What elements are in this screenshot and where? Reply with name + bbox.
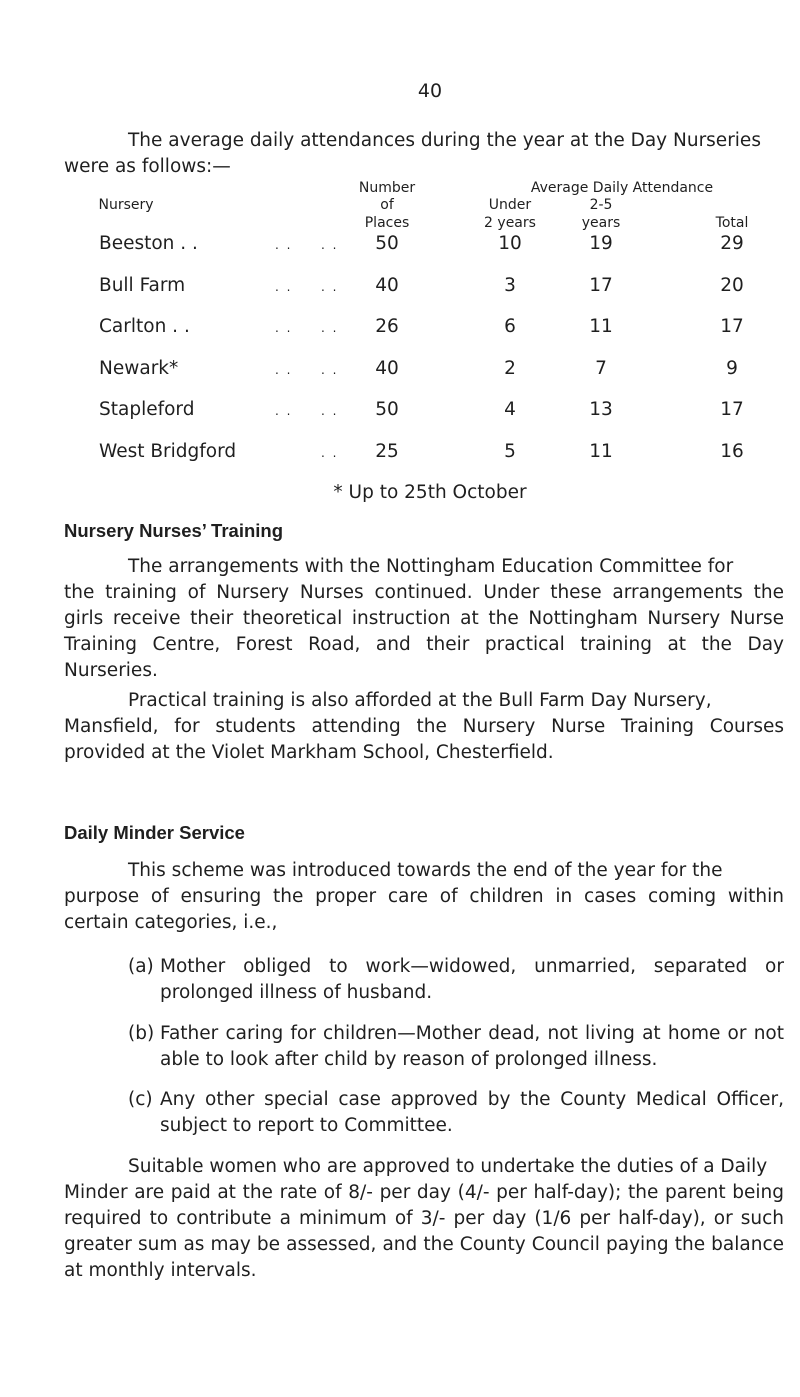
intro-paragraph [64, 128, 784, 180]
list-item [128, 954, 784, 1006]
header-years: years [581, 215, 621, 231]
row-places: 50 [375, 233, 399, 254]
leader-dots: . . [275, 238, 293, 252]
row-nursery-name: West Bridgford [99, 441, 237, 462]
paragraph-first-line: Practical training is also afforded at the Bull Farm Day Nursery, [128, 690, 712, 711]
list-item-label: (c) [128, 1089, 153, 1110]
paragraph-body: the training of Nursery Nurses continued. Under these arrangements the girls receive their theoretical instruction at the Nottingham Nursery Nurse Training Centre, Forest Road, and their practical training at the Day Nurseries. [64, 582, 784, 681]
row-2-5: 17 [589, 275, 613, 296]
intro-line-2: were as follows:— [64, 156, 231, 177]
list-item-text: Mother obliged to work—widowed, unmarried, separated or prolonged illness of husband. [160, 956, 784, 1003]
header-2-5: 2-5 [589, 197, 613, 213]
list-item [128, 1021, 784, 1073]
header-of: of [380, 197, 394, 213]
paragraph-first-line: The arrangements with the Nottingham Education Committee for [128, 556, 734, 577]
table-footnote: * Up to 25th October [333, 482, 527, 503]
header-places: Places [364, 215, 410, 231]
table-row [0, 233, 800, 263]
list-item [128, 1087, 784, 1139]
row-nursery-name: Stapleford [99, 399, 195, 420]
header-number: Number [358, 180, 416, 196]
leader-dots: . . [321, 404, 339, 418]
leader-dots: . . [275, 321, 293, 335]
header-under: Under [488, 197, 532, 213]
paragraph-first-line: Suitable women who are approved to undertake the duties of a Daily [128, 1156, 768, 1177]
row-2-5: 7 [595, 358, 607, 379]
row-nursery-name: Carlton . . [99, 316, 190, 337]
section-heading-nursery-training: Nursery Nurses’ Training [64, 520, 284, 541]
paragraph-body: purpose of ensuring the proper care of children in cases coming within certain categories, i.e., [64, 886, 784, 933]
leader-dots: . . [321, 363, 339, 377]
row-total: 29 [720, 233, 744, 254]
list-item-label: (b) [128, 1023, 155, 1044]
row-total: 9 [726, 358, 738, 379]
table-row [0, 441, 800, 471]
leader-dots: . . [321, 446, 339, 460]
row-total: 17 [720, 316, 744, 337]
leader-dots: . . [321, 321, 339, 335]
table-row [0, 399, 800, 429]
leader-dots: . . [275, 404, 293, 418]
row-nursery-name: Bull Farm [99, 275, 186, 296]
row-2-5: 11 [589, 316, 613, 337]
header-nursery: Nursery [98, 197, 154, 213]
row-places: 25 [375, 441, 399, 462]
table-row [0, 358, 800, 388]
leader-dots: . . [275, 363, 293, 377]
row-2-5: 11 [589, 441, 613, 462]
page-number: 40 [417, 80, 443, 102]
row-total: 16 [720, 441, 744, 462]
daily-minder-paragraph-1 [64, 858, 784, 936]
row-under-2: 3 [504, 275, 516, 296]
row-under-2: 5 [504, 441, 516, 462]
row-places: 40 [375, 358, 399, 379]
header-2-years: 2 years [484, 215, 536, 231]
nursery-training-paragraph-1 [64, 554, 784, 684]
row-nursery-name: Newark* [99, 358, 179, 379]
list-item-text: Father caring for children—Mother dead, not living at home or not able to look after child by reason of prolonged illness. [160, 1023, 784, 1070]
paragraph-body: Mansfield, for students attending the Nursery Nurse Training Courses provided at the Violet Markham School, Chesterfield. [64, 716, 784, 763]
intro-line-1: The average daily attendances during the year at the Day Nurseries [128, 130, 761, 151]
row-places: 50 [375, 399, 399, 420]
daily-minder-paragraph-2 [64, 1154, 784, 1284]
leader-dots: . . [321, 238, 339, 252]
row-under-2: 10 [498, 233, 522, 254]
list-item-text: Any other special case approved by the County Medical Officer, subject to report to Committee. [160, 1089, 784, 1136]
row-2-5: 13 [589, 399, 613, 420]
row-total: 20 [720, 275, 744, 296]
section-heading-daily-minder: Daily Minder Service [64, 822, 245, 843]
paragraph-body: Minder are paid at the rate of 8/- per day (4/- per half-day); the parent being required to contribute a minimum of 3/- per day (1/6 per half-day), or such greater sum as may be assessed, and the County Council paying the balance at monthly intervals. [64, 1182, 784, 1281]
row-2-5: 19 [589, 233, 613, 254]
leader-dots: . . [321, 280, 339, 294]
header-average-daily-attendance: Average Daily Attendance [530, 180, 714, 196]
row-under-2: 6 [504, 316, 516, 337]
nursery-training-paragraph-2 [64, 688, 784, 766]
table-row [0, 275, 800, 305]
header-total: Total [715, 215, 749, 231]
row-places: 26 [375, 316, 399, 337]
leader-dots: . . [275, 280, 293, 294]
row-nursery-name: Beeston . . [99, 233, 198, 254]
row-total: 17 [720, 399, 744, 420]
row-under-2: 2 [504, 358, 516, 379]
table-row [0, 316, 800, 346]
list-item-label: (a) [128, 956, 154, 977]
paragraph-first-line: This scheme was introduced towards the end of the year for the [128, 860, 723, 881]
row-under-2: 4 [504, 399, 516, 420]
row-places: 40 [375, 275, 399, 296]
